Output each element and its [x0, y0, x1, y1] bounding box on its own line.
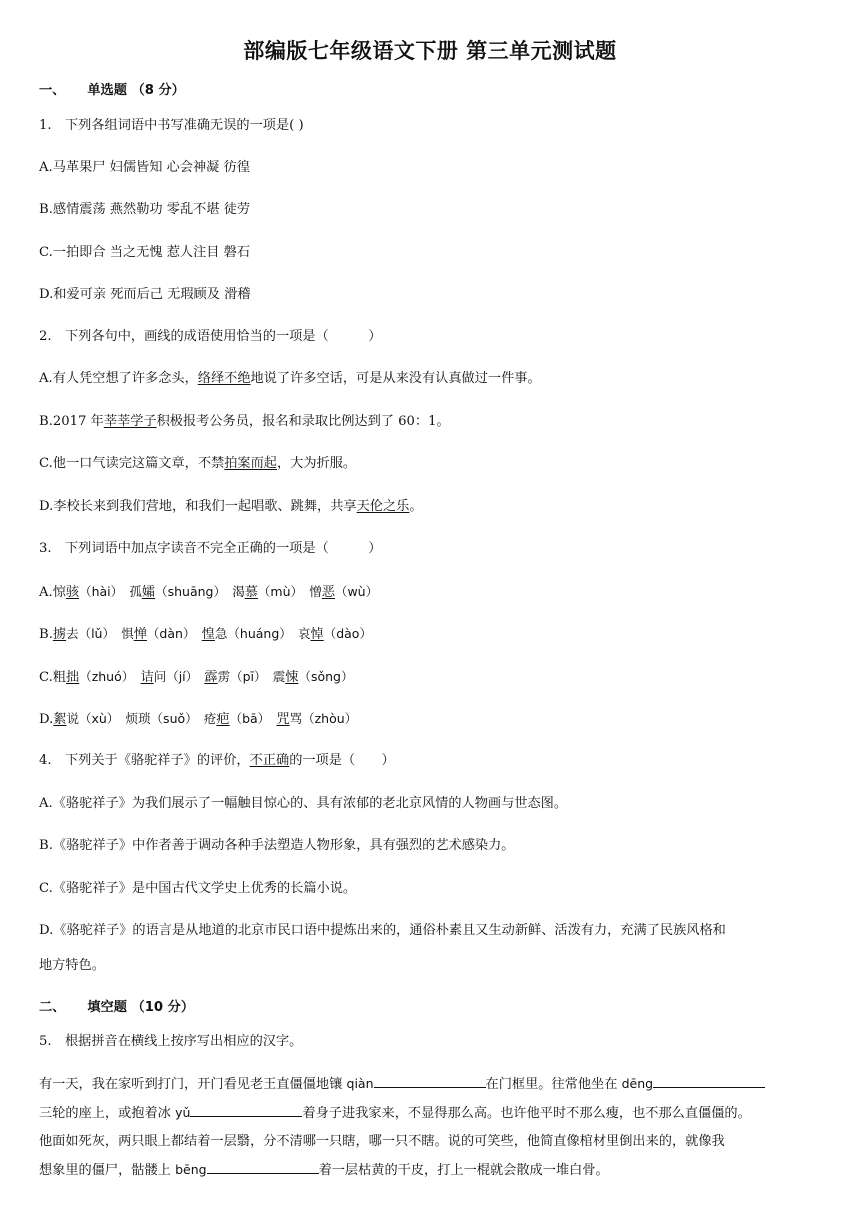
option-text: 骂（zhòu） [289, 711, 358, 726]
passage-text: 在门框里。往常他坐在 [485, 1077, 622, 1092]
question-5-passage [39, 1070, 829, 1185]
question-4-stem [39, 751, 395, 771]
option-text: 去（lǔ） 惧 [66, 626, 134, 641]
passage-text: 着一层枯黄的干皮，打上一棍就会散成一堆白骨。 [318, 1163, 609, 1178]
underlined-idiom: 拍案而起 [224, 456, 277, 471]
option-text: D. [39, 712, 54, 727]
option-text: ，大为折服。 [277, 456, 357, 471]
option-text: 。 [409, 499, 423, 514]
question-1-option-c: C.一拍即合 当之无愧 惹人注目 磐石 [39, 245, 251, 260]
question-2-option-c [39, 454, 356, 474]
question-4-option-d-line2: 地方特色。 [39, 958, 105, 973]
answer-blank-2[interactable] [653, 1073, 765, 1088]
option-text: C.粗 [39, 670, 66, 685]
question-3-option-d [39, 709, 357, 730]
option-text: （dào） [323, 626, 372, 641]
underlined-word: 不正确 [249, 753, 290, 768]
marked-character: 拙 [66, 670, 80, 685]
question-2-option-a [39, 369, 541, 389]
marked-character: 悚 [285, 670, 299, 685]
question-1-option-d: D.和爱可亲 死而后己 无瑕顾及 滑稽 [39, 287, 251, 302]
passage-line-2 [39, 1099, 829, 1128]
passage-text: 三轮的座上，或抱着冰 [39, 1106, 176, 1121]
marked-character: 孀 [141, 585, 156, 600]
question-4-option-b: B.《骆驼祥子》中作者善于调动各种手法塑造人物形象，具有强烈的艺术感染力。 [39, 838, 515, 853]
option-text: （zhuó） [79, 669, 141, 684]
underlined-idiom: 莘莘学子 [103, 414, 157, 429]
question-text: 根据拼音在横线上按序写出相应的汉字。 [65, 1034, 303, 1049]
underlined-idiom: 络绎不绝 [197, 371, 251, 386]
answer-blank-4[interactable] [207, 1159, 319, 1174]
answer-blank-3[interactable] [190, 1102, 302, 1117]
question-5-stem [39, 1032, 302, 1052]
question-text: 下列词语中加点字读音不完全正确的一项是（ ） [65, 541, 382, 556]
marked-character: 霹 [204, 670, 218, 685]
question-number: 3. [39, 541, 52, 556]
question-4-option-c: C.《骆驼祥子》是中国古代文学史上优秀的长篇小说。 [39, 881, 357, 896]
section-label: 单选题 （8 分） [87, 83, 185, 98]
question-text: 的一项是（ ） [289, 753, 395, 768]
question-number: 2. [39, 329, 52, 344]
question-1-stem [39, 116, 304, 136]
marked-character: 骇 [65, 585, 80, 600]
option-text: 雳（pī） 震 [217, 669, 286, 684]
question-3-option-c [39, 667, 353, 688]
option-text: 问（jí） [153, 669, 205, 684]
marked-character: 絮 [53, 712, 67, 727]
question-text: 下列关于《骆驼祥子》的评价， [65, 753, 250, 768]
marked-character: 惶 [201, 627, 215, 642]
answer-blank-1[interactable] [374, 1073, 486, 1088]
passage-text: 着身子进我家来，不显得那么高。也许他平时不那么瘦，也不那么直僵僵的。 [302, 1106, 751, 1121]
question-number: 1. [39, 118, 52, 133]
question-1-option-b: B.感情震荡 燕然勒功 零乱不堪 徒劳 [39, 202, 251, 217]
page-title: 部编版七年级语文下册 第三单元测试题 [243, 39, 617, 63]
option-text: （wù） [334, 584, 379, 599]
option-text: 说（xù） 烦琐（suǒ） 疮 [66, 711, 217, 726]
question-2-stem [39, 327, 382, 347]
question-2-option-d [39, 497, 423, 517]
section-heading-single-choice [39, 81, 185, 101]
question-3-stem [39, 539, 382, 559]
marked-character: 恶 [321, 585, 335, 600]
question-number: 4. [39, 753, 52, 768]
passage-line-4 [39, 1156, 829, 1185]
question-4-option-a: A.《骆驼祥子》为我们展示了一幅触目惊心的、具有浓郁的老北京风情的人物画与世态图。 [39, 796, 568, 811]
question-number: 5. [39, 1034, 52, 1049]
pinyin-hint: dēng [621, 1076, 654, 1091]
option-text: A.惊 [39, 585, 66, 600]
option-text: （mù） 憎 [257, 584, 322, 599]
option-text: B. [39, 627, 53, 642]
underlined-idiom: 天伦之乐 [356, 499, 410, 514]
passage-line-3: 他面如死灰，两只眼上都结着一层翳，分不清哪一只瞎，哪一只不瞎。说的可笑些，他简直像棺材里倒出来的，就像我 [39, 1134, 725, 1149]
marked-character: 惮 [133, 627, 147, 642]
passage-line-1 [39, 1070, 829, 1099]
marked-character: 咒 [276, 712, 290, 727]
question-3-option-b [39, 624, 372, 645]
option-text: A.有人凭空想了许多念头， [39, 371, 198, 386]
question-3-option-a [39, 582, 378, 603]
marked-character: 慕 [244, 585, 258, 600]
option-text: B.2017 年 [39, 414, 104, 429]
passage-text: 想象里的僵尸，骷髅上 [39, 1163, 176, 1178]
pinyin-hint: qiàn [346, 1076, 374, 1091]
passage-text: 有一天，我在家听到打门，开门看见老王直僵僵地镶 [39, 1077, 347, 1092]
section-label: 填空题 （10 分） [87, 1000, 195, 1015]
marked-character: 掳 [52, 627, 67, 642]
option-text: D.李校长来到我们营地，和我们一起唱歌、跳舞，共享 [39, 499, 357, 514]
option-text: （hài） 孤 [79, 584, 142, 599]
option-text: （shuāng） 渴 [155, 584, 245, 599]
option-text: 地说了许多空话，可是从来没有认真做过一件事。 [250, 371, 541, 386]
option-text: C.他一口气读完这篇文章，不禁 [39, 456, 225, 471]
marked-character: 悼 [310, 627, 324, 642]
option-text: （sǒng） [298, 669, 354, 684]
pinyin-hint: bēng [175, 1162, 207, 1177]
option-text: （bā） [229, 711, 277, 726]
option-text: （dàn） [146, 626, 202, 641]
question-text: 下列各句中，画线的成语使用恰当的一项是（ ） [65, 329, 382, 344]
option-text: 积极报考公务员，报名和录取比例达到了 60：1。 [156, 414, 450, 429]
question-1-option-a: A.马革果尸 妇儒皆知 心会神凝 彷徨 [39, 160, 250, 175]
pinyin-hint: yǔ [175, 1105, 191, 1120]
section-heading-fill-blank [39, 998, 194, 1018]
section-number: 二、 [39, 1000, 66, 1015]
section-number: 一、 [39, 83, 66, 98]
marked-character: 诘 [140, 670, 154, 685]
question-2-option-b [39, 412, 450, 432]
marked-character: 疤 [216, 712, 230, 727]
question-text: 下列各组词语中书写准确无误的一项是( ) [65, 118, 304, 133]
option-text: 急（huáng） 哀 [214, 626, 311, 641]
question-4-option-d-line1: D.《骆驼祥子》的语言是从地道的北京市民口语中提炼出来的，通俗朴素且又生动新鲜、活泼有力，充满了民族风格和 [39, 923, 726, 938]
